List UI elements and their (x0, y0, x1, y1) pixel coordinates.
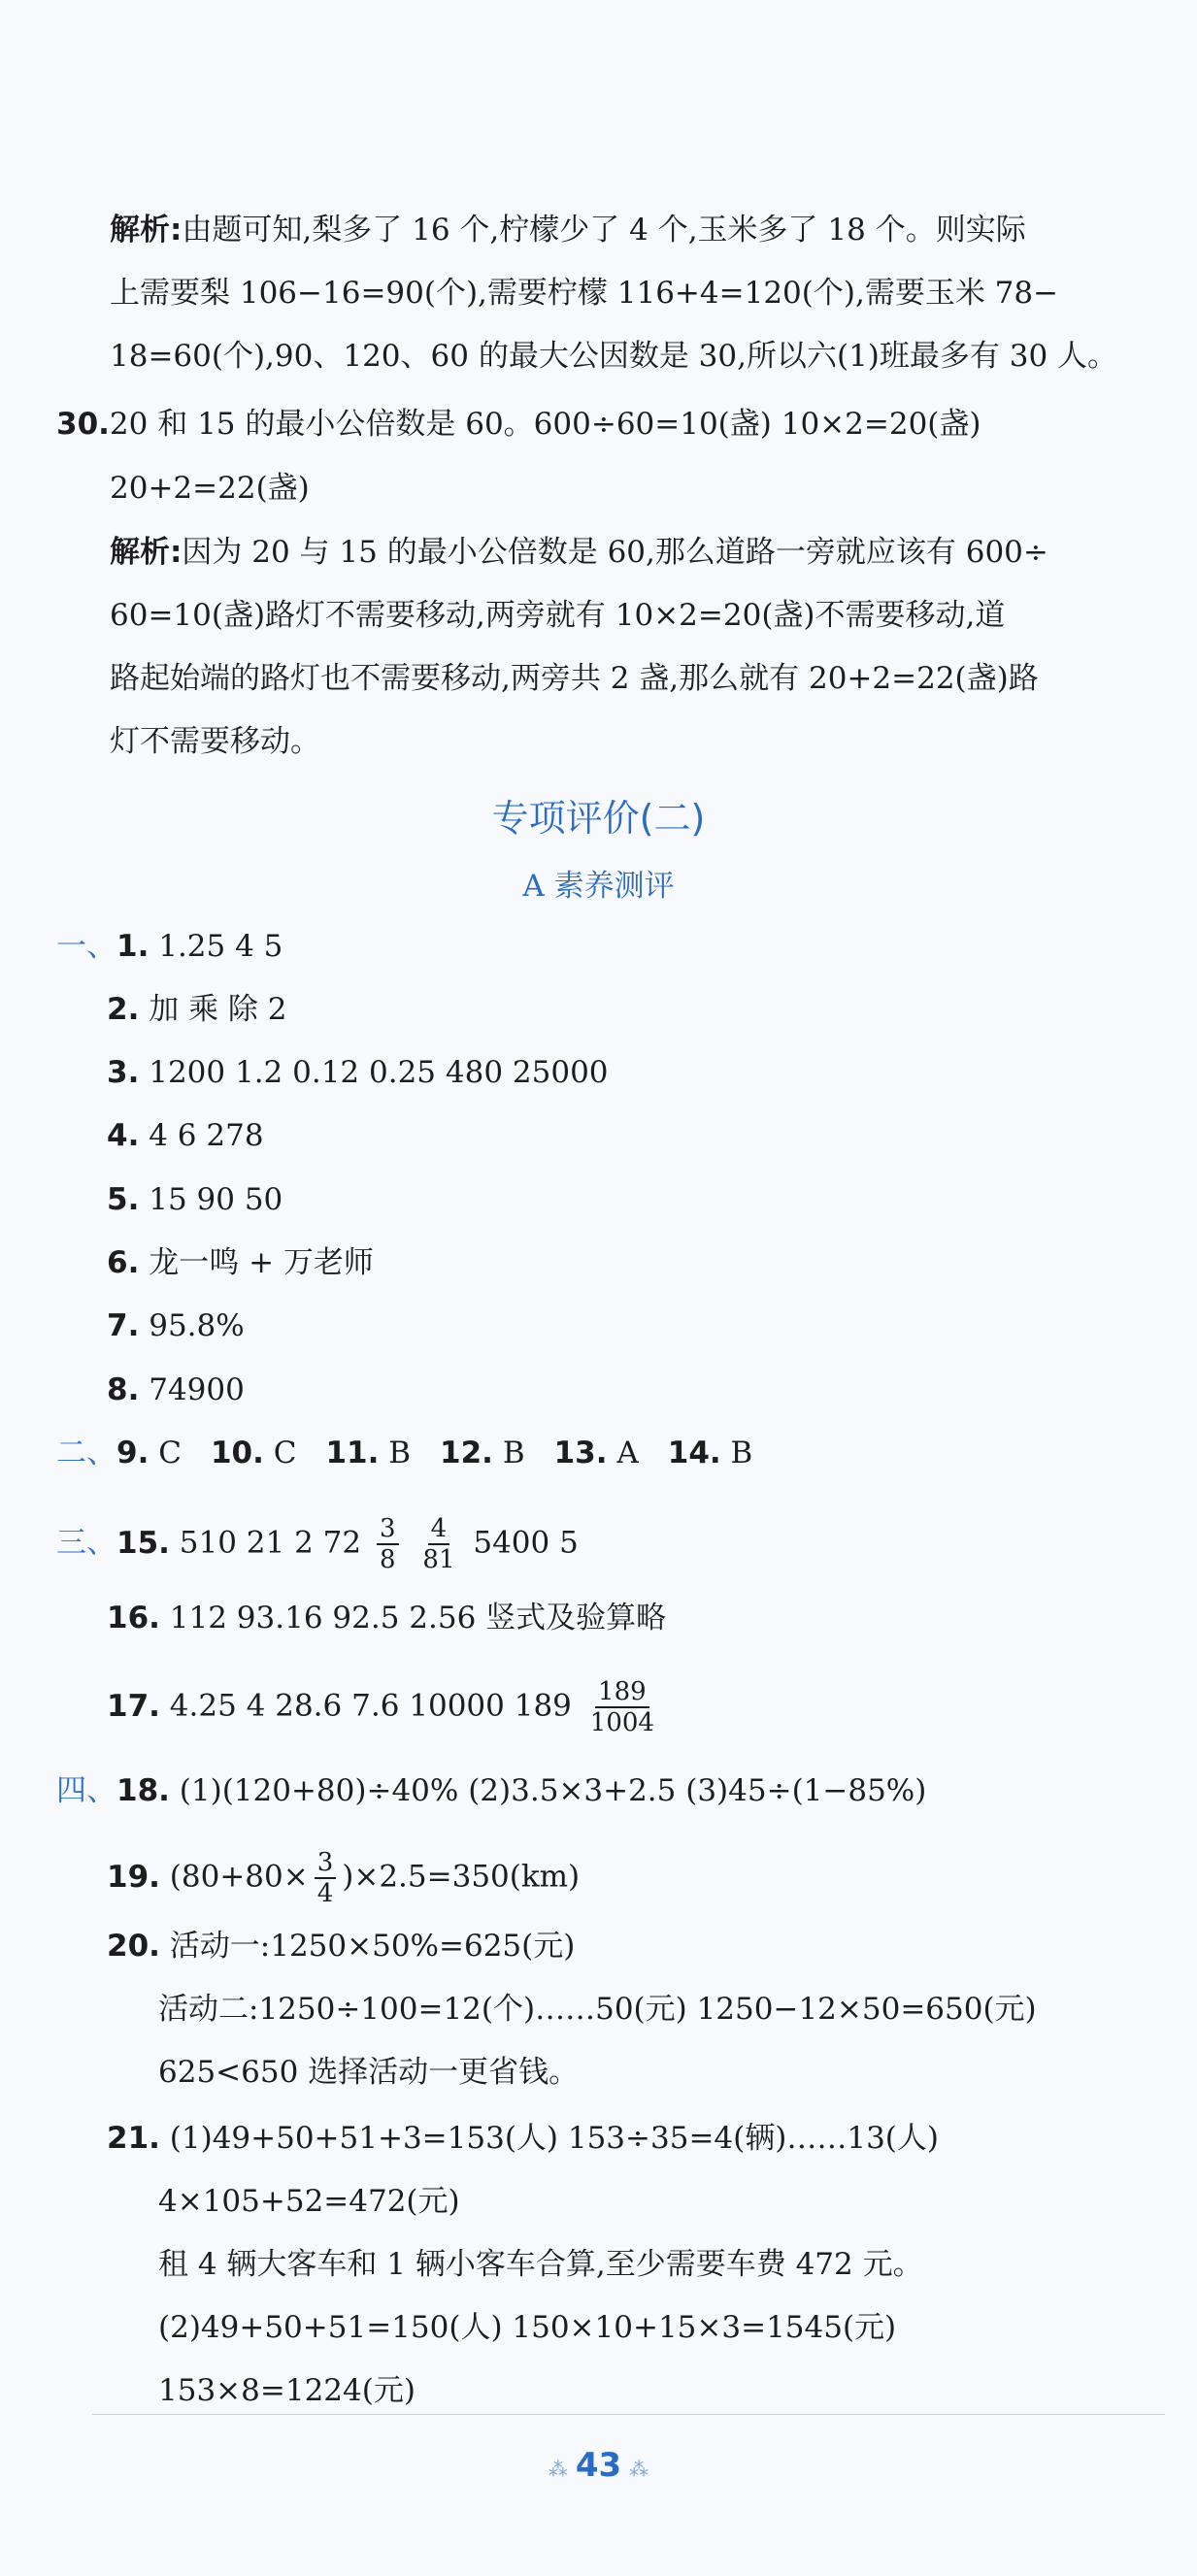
page-number: ⁂ 43 ⁂ (548, 2446, 649, 2485)
section-subtitle: A 素养测评 (522, 869, 675, 904)
section-title: 专项评价(二) (491, 797, 706, 840)
part4-q20-line-1: 20. 活动一:1250×50%=625(元) (107, 1929, 576, 1964)
part4-q21-line-4: (2)49+50+51=150(人) 150×10+15×3=1545(元) (158, 2310, 897, 2345)
part3-q15: 三、15. 510 21 2 72 $\frac{3}{8}$ $\frac{4}{81}$ 5400 5 (56, 1514, 579, 1574)
fraction: $\frac{3}{8}$ (377, 1514, 399, 1574)
part4-q21-line-5: 153×8=1224(元) (158, 2373, 416, 2408)
q30-line-2: 20+2=22(盏) (110, 471, 310, 506)
ornament-left-icon: ⁂ (548, 2458, 568, 2481)
part1-item-2: 2. 加 乘 除 2 (107, 992, 287, 1027)
q30-analysis-3: 路起始端的路灯也不需要移动,两旁共 2 盏,那么就有 20+2=22(盏)路 (110, 661, 1039, 696)
part3-q16: 16. 112 93.16 92.5 2.56 竖式及验算略 (107, 1601, 667, 1635)
part1-item-1: 一、1. 1.25 4 5 (56, 929, 283, 964)
analysis-label: 解析: (110, 535, 183, 570)
part1-item-6: 6. 龙一鸣 + 万老师 (107, 1245, 374, 1280)
ornament-right-icon: ⁂ (629, 2458, 649, 2481)
part4-q18: 四、18. (1)(120+80)÷40% (2)3.5×3+2.5 (3)45÷(1−85%) (56, 1773, 927, 1808)
q30-analysis-4: 灯不需要移动。 (110, 724, 320, 759)
part4-q21-line-2: 4×105+52=472(元) (158, 2184, 460, 2219)
part4-q20-line-3: 625<650 选择活动一更省钱。 (158, 2055, 580, 2090)
part1-item-8: 8. 74900 (107, 1372, 245, 1407)
part-label: 四、 (56, 1773, 116, 1808)
fraction: $\frac{4}{81}$ (422, 1514, 455, 1574)
q30-line-1: 30.20 和 15 的最小公倍数是 60。600÷60=10(盏) 10×2=20(盏) (56, 403, 981, 446)
q30-analysis-2: 60=10(盏)路灯不需要移动,两旁就有 10×2=20(盏)不需要移动,道 (110, 598, 1006, 633)
part2-row: 二、9. C 10. C 11. B 12. B 13. A 14. B (56, 1436, 753, 1470)
footer-divider (92, 2414, 1165, 2415)
part1-item-4: 4. 4 6 278 (107, 1118, 264, 1153)
part4-q20-line-2: 活动二:1250÷100=12(个)……50(元) 1250−12×50=650(元) (158, 1992, 1037, 2027)
part4-q21-line-1: 21. (1)49+50+51+3=153(人) 153÷35=4(辆)……13(人) (107, 2121, 939, 2156)
part-label: 二、 (56, 1436, 116, 1470)
part1-item-5: 5. 15 90 50 (107, 1182, 283, 1217)
intro-line-3: 18=60(个),90、120、60 的最大公因数是 30,所以六(1)班最多有 30 人。 (110, 339, 1118, 374)
part3-q17: 17. 4.25 4 28.6 7.6 10000 189 $\frac{189}{1004}$ (107, 1677, 663, 1737)
fraction: $\frac{189}{1004}$ (589, 1677, 654, 1737)
fraction: $\frac{3}{4}$ (315, 1848, 337, 1908)
part-label: 一、 (56, 929, 116, 964)
part-label: 三、 (56, 1525, 116, 1561)
analysis-label: 解析: (110, 213, 183, 248)
intro-line-2: 上需要梨 106−16=90(个),需要柠檬 116+4=120(个),需要玉米 78− (110, 276, 1059, 311)
part4-q19: 19. (80+80× $\frac{3}{4}$ )×2.5=350(km) (107, 1848, 581, 1908)
part1-item-7: 7. 95.8% (107, 1308, 245, 1343)
part1-item-3: 3. 1200 1.2 0.12 0.25 480 25000 (107, 1055, 609, 1090)
intro-line-1: 解析:由题可知,梨多了 16 个,柠檬少了 4 个,玉米多了 18 个。则实际 (110, 213, 1026, 248)
question-number: 30. (56, 407, 110, 442)
q30-analysis-1: 解析:因为 20 与 15 的最小公倍数是 60,那么道路一旁就应该有 600÷ (110, 535, 1048, 570)
part4-q21-line-3: 租 4 辆大客车和 1 辆小客车合算,至少需要车费 472 元。 (158, 2247, 923, 2282)
